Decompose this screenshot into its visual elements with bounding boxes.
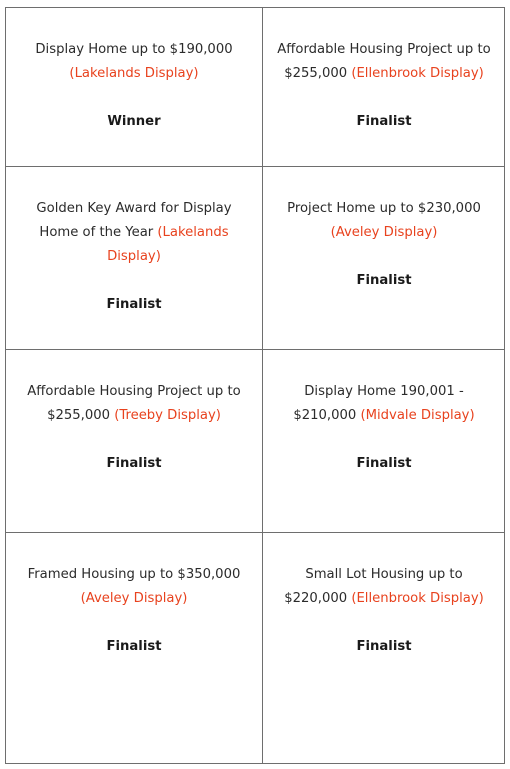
award-title: Affordable Housing Project up to $255,000 xyxy=(27,384,241,423)
award-location: (Lakelands Display) xyxy=(107,225,229,264)
award-location: (Ellenbrook Display) xyxy=(351,66,484,81)
award-cell xyxy=(6,167,263,350)
award-title-block xyxy=(20,197,248,269)
awards-table xyxy=(5,7,505,764)
award-title: Golden Key Award for Display Home of the Year xyxy=(36,201,232,240)
award-cell xyxy=(6,8,263,167)
award-result: Finalist xyxy=(356,639,412,654)
award-result: Finalist xyxy=(356,456,412,471)
award-cell xyxy=(263,350,505,533)
award-cell xyxy=(263,533,505,763)
award-location: (Treeby Display) xyxy=(114,408,221,423)
award-title-block xyxy=(277,38,491,86)
award-cell xyxy=(6,350,263,533)
award-title-block xyxy=(20,563,248,611)
award-title-block xyxy=(277,380,491,428)
award-title-block xyxy=(20,380,248,428)
award-location: (Aveley Display) xyxy=(80,591,188,606)
award-location: (Lakelands Display) xyxy=(69,66,199,81)
award-cell xyxy=(263,8,505,167)
award-location: (Midvale Display) xyxy=(360,408,475,423)
award-title-block xyxy=(20,38,248,86)
award-title: Display Home up to $190,000 xyxy=(35,42,233,57)
award-title: Project Home up to $230,000 xyxy=(287,201,481,216)
award-result: Finalist xyxy=(356,273,412,288)
award-cell xyxy=(263,167,505,350)
award-result: Finalist xyxy=(106,639,162,654)
award-result: Finalist xyxy=(106,297,162,312)
award-title-block xyxy=(277,563,491,611)
award-title: Affordable Housing Project up to $255,000 xyxy=(277,42,491,81)
award-location: (Aveley Display) xyxy=(330,225,438,240)
award-title-block xyxy=(277,197,491,245)
award-title: Framed Housing up to $350,000 xyxy=(27,567,241,582)
award-result: Finalist xyxy=(356,114,412,129)
award-result: Finalist xyxy=(106,456,162,471)
award-title: Display Home 190,001 - $210,000 xyxy=(293,384,464,423)
award-cell xyxy=(6,533,263,763)
award-result: Winner xyxy=(107,114,161,129)
award-location: (Ellenbrook Display) xyxy=(351,591,484,606)
award-title: Small Lot Housing up to $220,000 xyxy=(284,567,463,606)
